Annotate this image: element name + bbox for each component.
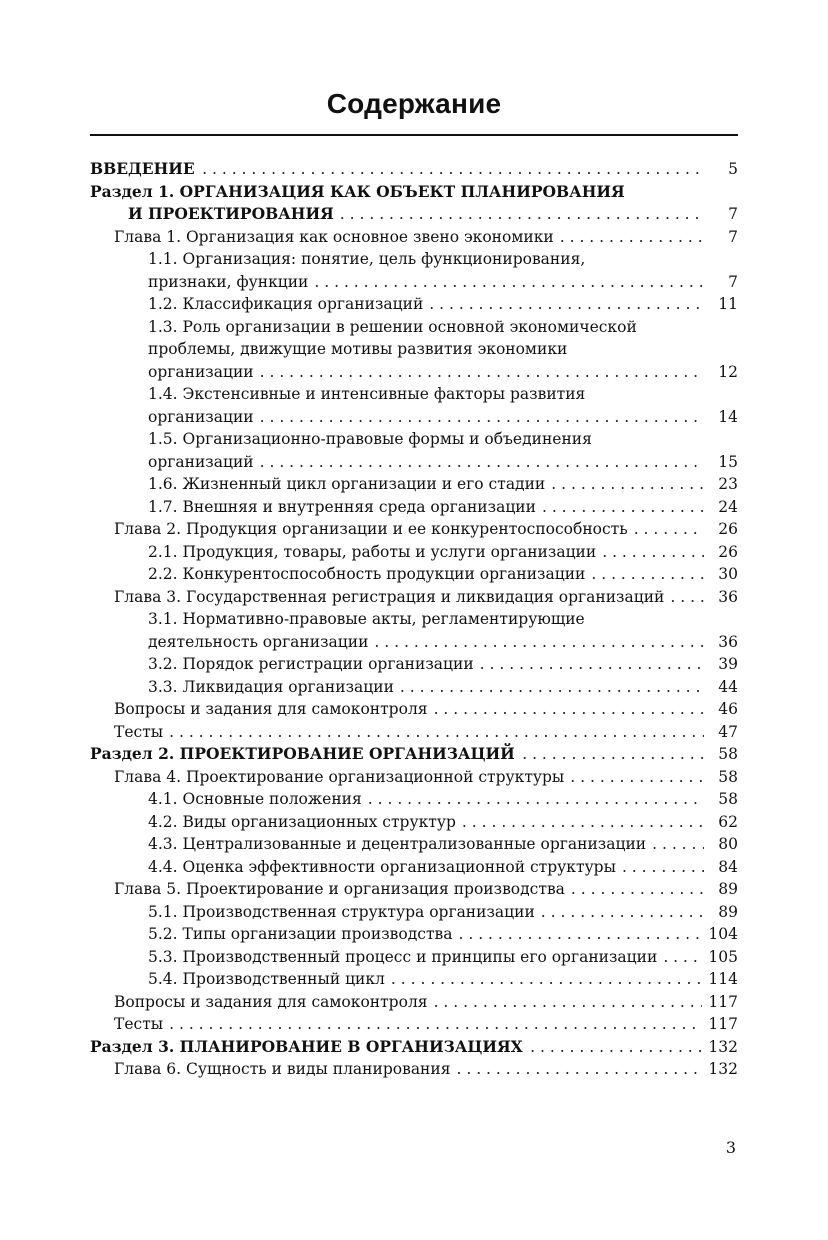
toc-page-number: 39 bbox=[718, 655, 738, 673]
toc-page-number: 11 bbox=[718, 295, 738, 313]
toc-entry-line: 1.4. Экстенсивные и интенсивные факторы развития bbox=[148, 385, 586, 403]
toc-section-entry bbox=[90, 968, 738, 991]
toc-page-number: 30 bbox=[718, 565, 738, 583]
dot-leader bbox=[391, 968, 703, 991]
dot-leader bbox=[201, 158, 704, 181]
toc-entry-title: 1.6. Жизненный цикл организации и его стадии bbox=[148, 475, 546, 493]
toc-chapter-entry bbox=[90, 766, 738, 789]
toc-chapter-entry bbox=[90, 1058, 738, 1081]
dot-leader bbox=[529, 1036, 704, 1059]
toc-page-number: 62 bbox=[718, 812, 738, 831]
toc-chapter-entry bbox=[90, 518, 738, 541]
toc-page-number: 14 bbox=[718, 407, 738, 426]
toc-part-entry bbox=[90, 181, 738, 226]
toc-page-number: 58 bbox=[718, 790, 738, 808]
toc-page-number: 89 bbox=[718, 880, 738, 898]
toc-page-number: 23 bbox=[718, 475, 738, 493]
toc-page-number: 117 bbox=[708, 1015, 738, 1033]
toc-page-number: 46 bbox=[718, 700, 738, 718]
toc-section-entry bbox=[90, 788, 738, 811]
page-title: Содержание bbox=[326, 88, 502, 119]
dot-leader bbox=[462, 811, 704, 834]
toc-part-entry bbox=[90, 1036, 738, 1059]
dot-leader bbox=[480, 653, 704, 676]
toc-page-number: 47 bbox=[718, 722, 738, 741]
dot-leader bbox=[260, 361, 704, 384]
dot-leader bbox=[570, 766, 704, 789]
toc-section-entry bbox=[90, 811, 738, 834]
toc-entry-title: 4.3. Централизованные и децентрализованные организации bbox=[148, 835, 647, 853]
toc-page-number: 84 bbox=[718, 857, 738, 876]
toc-entry-title: 2.2. Конкурентоспособность продукции организации bbox=[148, 565, 586, 583]
toc-entry-title: 1.7. Внешняя и внутренняя среда организации bbox=[148, 497, 536, 516]
toc-section-entry bbox=[90, 293, 738, 316]
dot-leader bbox=[459, 923, 703, 946]
toc-entry-title: 5.2. Типы организации производства bbox=[148, 925, 453, 943]
toc-page-number: 7 bbox=[728, 205, 738, 223]
dot-leader bbox=[434, 991, 703, 1014]
toc-entry-title: организаций bbox=[148, 452, 254, 471]
dot-leader bbox=[260, 406, 704, 429]
toc-section-entry bbox=[90, 316, 738, 384]
toc-part-entry bbox=[90, 158, 738, 181]
dot-leader bbox=[169, 721, 704, 744]
dot-leader bbox=[560, 226, 704, 249]
dot-leader bbox=[374, 631, 704, 654]
toc-section-entry bbox=[90, 473, 738, 496]
toc-page-number: 80 bbox=[718, 835, 738, 853]
toc-section-entry bbox=[90, 946, 738, 969]
toc-entry-title: организации bbox=[148, 362, 254, 381]
toc-page-number: 24 bbox=[718, 497, 738, 516]
dot-leader bbox=[634, 518, 704, 541]
toc-entry-title: Глава 5. Проектирование и организация производства bbox=[114, 880, 565, 898]
dot-leader bbox=[169, 1013, 702, 1036]
toc-entry-title: деятельность организации bbox=[148, 632, 369, 651]
dot-leader bbox=[542, 496, 704, 519]
dot-leader bbox=[521, 743, 704, 766]
toc-page-number: 58 bbox=[718, 767, 738, 786]
toc-entry-title: Глава 1. Организация как основное звено экономики bbox=[114, 227, 554, 246]
toc-entry-line: 1.1. Организация: понятие, цель функционирования, bbox=[148, 250, 586, 268]
toc-entry-title: организации bbox=[148, 407, 254, 426]
toc-entry-title: 4.2. Виды организационных структур bbox=[148, 812, 456, 831]
page-number: 3 bbox=[725, 1138, 736, 1157]
toc-section-entry bbox=[90, 923, 738, 946]
toc-page-number: 58 bbox=[718, 745, 738, 763]
toc-section-entry bbox=[90, 563, 738, 586]
dot-leader bbox=[314, 271, 704, 294]
dot-leader bbox=[457, 1058, 703, 1081]
dot-leader bbox=[400, 676, 704, 699]
title-rule bbox=[90, 134, 738, 136]
toc-page-number: 44 bbox=[718, 677, 738, 696]
toc-page-number: 132 bbox=[708, 1060, 738, 1078]
toc-entry-title: 5.3. Производственный процесс и принципы его организации bbox=[148, 947, 658, 966]
dot-leader bbox=[429, 293, 704, 316]
toc-chapter-entry bbox=[90, 226, 738, 249]
toc-section-entry bbox=[90, 383, 738, 428]
toc-section-entry bbox=[90, 676, 738, 699]
toc-entry-title: Глава 3. Государственная регистрация и ликвидация организаций bbox=[114, 587, 665, 606]
toc-entry-line: 1.3. Роль организации в решении основной экономической bbox=[148, 317, 637, 336]
toc-entry-title: 2.1. Продукция, товары, работы и услуги организации bbox=[148, 542, 597, 561]
toc-section-entry bbox=[90, 248, 738, 293]
toc-entry-line: 1.5. Организационно-правовые формы и объединения bbox=[148, 430, 592, 448]
dot-leader bbox=[551, 473, 704, 496]
toc-entry-title: Глава 2. Продукция организации и ее конкурентоспособность bbox=[114, 520, 628, 538]
toc-chapter-entry bbox=[90, 698, 738, 721]
toc-entry-title: Вопросы и задания для самоконтроля bbox=[114, 992, 428, 1011]
toc-section-entry bbox=[90, 856, 738, 879]
toc-page-number: 114 bbox=[708, 970, 738, 988]
toc-entry-title: Тесты bbox=[114, 1015, 164, 1033]
toc-page-number: 36 bbox=[718, 632, 738, 651]
toc-entry-title: Тесты bbox=[114, 722, 164, 741]
dot-leader bbox=[541, 901, 704, 924]
toc-chapter-entry bbox=[90, 991, 738, 1014]
toc-entry-line: проблемы, движущие мотивы развития экономики bbox=[148, 340, 568, 358]
toc-chapter-entry bbox=[90, 721, 738, 744]
toc-entry-title: И ПРОЕКТИРОВАНИЯ bbox=[128, 204, 334, 223]
toc-entry-title: Вопросы и задания для самоконтроля bbox=[114, 700, 428, 718]
toc-section-entry bbox=[90, 608, 738, 653]
toc-part-entry bbox=[90, 743, 738, 766]
toc-entry-title: 4.1. Основные положения bbox=[148, 790, 362, 808]
dot-leader bbox=[368, 788, 704, 811]
toc-page-number: 132 bbox=[708, 1037, 738, 1056]
dot-leader bbox=[622, 856, 704, 879]
dot-leader bbox=[434, 698, 704, 721]
toc-entry-title: Раздел 3. ПЛАНИРОВАНИЕ В ОРГАНИЗАЦИЯХ bbox=[90, 1036, 523, 1056]
table-of-contents bbox=[90, 158, 738, 1081]
toc-entry-title: 5.1. Производственная структура организации bbox=[148, 902, 535, 921]
toc-page-number: 26 bbox=[718, 542, 738, 561]
toc-section-entry bbox=[90, 901, 738, 924]
toc-page-number: 36 bbox=[718, 587, 738, 606]
dot-leader bbox=[340, 203, 704, 226]
toc-page-number: 15 bbox=[718, 452, 738, 471]
toc-page-number: 7 bbox=[728, 227, 738, 246]
toc-entry-line: Раздел 1. ОРГАНИЗАЦИЯ КАК ОБЪЕКТ ПЛАНИРОВАНИЯ bbox=[90, 181, 625, 201]
toc-section-entry bbox=[90, 653, 738, 676]
toc-page-number: 5 bbox=[728, 160, 738, 178]
dot-leader bbox=[670, 586, 704, 609]
toc-section-entry bbox=[90, 496, 738, 519]
dot-leader bbox=[663, 946, 702, 969]
toc-entry-title: 3.2. Порядок регистрации организации bbox=[148, 655, 474, 673]
toc-page-number: 117 bbox=[708, 992, 738, 1011]
toc-page-number: 105 bbox=[708, 947, 738, 966]
toc-chapter-entry bbox=[90, 586, 738, 609]
dot-leader bbox=[571, 878, 704, 901]
toc-page-number: 104 bbox=[708, 925, 738, 943]
toc-entry-title: 5.4. Производственный цикл bbox=[148, 970, 385, 988]
dot-leader bbox=[652, 833, 704, 856]
toc-entry-title: Глава 6. Сущность и виды планирования bbox=[114, 1060, 451, 1078]
toc-entry-title: признаки, функции bbox=[148, 272, 309, 291]
toc-section-entry bbox=[90, 833, 738, 856]
toc-entry-title: 4.4. Оценка эффективности организационной структуры bbox=[148, 857, 616, 876]
toc-entry-title: Раздел 2. ПРОЕКТИРОВАНИЕ ОРГАНИЗАЦИЙ bbox=[90, 744, 515, 763]
dot-leader bbox=[602, 541, 704, 564]
toc-entry-line: 3.1. Нормативно-правовые акты, регламентирующие bbox=[148, 610, 585, 628]
toc-chapter-entry bbox=[90, 878, 738, 901]
toc-entry-title: Глава 4. Проектирование организационной структуры bbox=[114, 767, 565, 786]
toc-entry-title: 3.3. Ликвидация организации bbox=[148, 677, 394, 696]
toc-page-number: 12 bbox=[718, 362, 738, 381]
toc-entry-title: ВВЕДЕНИЕ bbox=[90, 159, 195, 178]
dot-leader bbox=[591, 563, 704, 586]
toc-page-number: 26 bbox=[718, 520, 738, 538]
toc-section-entry bbox=[90, 541, 738, 564]
toc-entry-title: 1.2. Классификация организаций bbox=[148, 295, 424, 313]
toc-section-entry bbox=[90, 428, 738, 473]
toc-page-number: 7 bbox=[728, 272, 738, 291]
toc-page-number: 89 bbox=[718, 902, 738, 921]
toc-chapter-entry bbox=[90, 1013, 738, 1036]
dot-leader bbox=[260, 451, 704, 474]
